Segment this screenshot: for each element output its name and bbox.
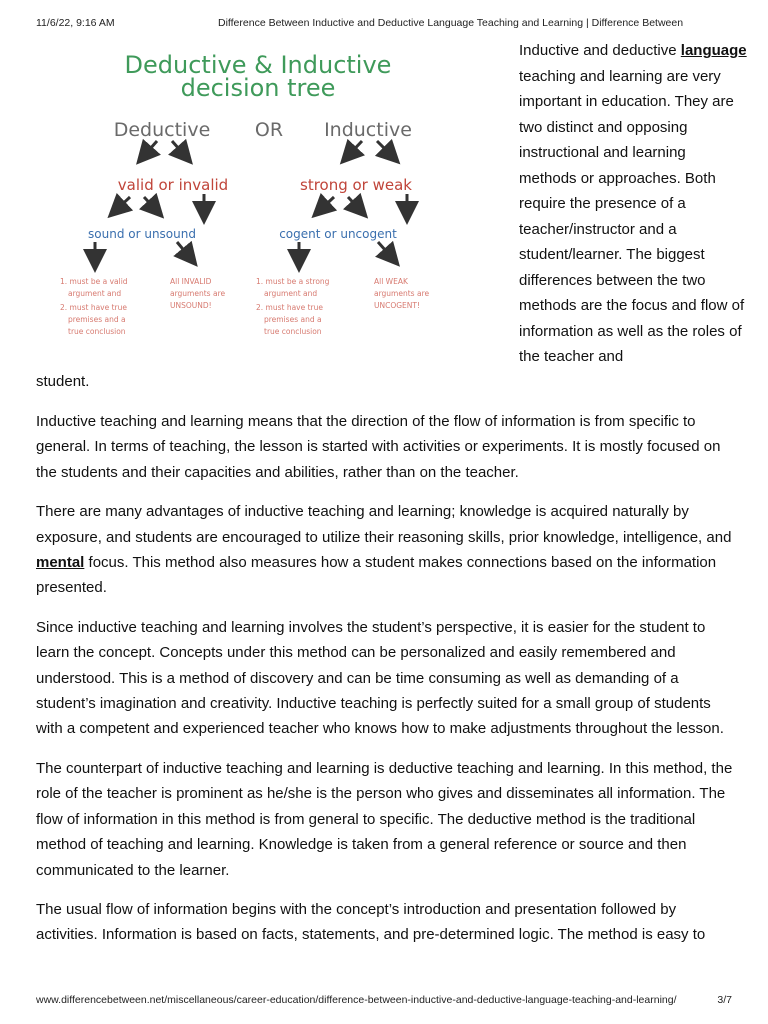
intro-rest: teaching and learning are very important in education. They are two distinct and opposing instructional and learning methods or approaches. Both require the presence of a teacher/instructor and a student/learner. The biggest differences between the two methods are the focus and flow of information as well as the roles of the teacher and: [519, 67, 745, 365]
print-date: 11/6/22, 9:16 AM: [36, 17, 115, 29]
tree-title-line1: Deductive & Inductive: [124, 51, 392, 79]
node-sound-unsound: sound or unsound: [88, 227, 196, 241]
node-valid-invalid: valid or invalid: [117, 176, 229, 194]
article-body: [36, 409, 736, 962]
language-link[interactable]: language: [680, 42, 747, 59]
note-line: premises and a: [264, 315, 322, 324]
paragraph-2-after: focus. This method also measures how a student makes connections based on the information presented.: [36, 554, 717, 597]
note-line: All WEAK: [374, 277, 408, 286]
node-cogent-uncogent: cogent or uncogent: [279, 227, 397, 241]
node-deductive: Deductive: [113, 119, 211, 141]
note-line: premises and a: [68, 315, 126, 324]
arrow: [142, 141, 157, 158]
arrow: [114, 197, 130, 212]
arrow: [378, 242, 394, 260]
paragraph-3: Since inductive teaching and learning involves the student’s perspective, it is easier for the student to learn the concept. Concepts under this method can be personalized and easily remembered and understood. This is a method of discovery and can be time consuming as well as demanding of a student’s imagination and creativity. Inductive teaching is perfectly suited for a small group of students with a competent and experienced teacher who knows how to make adjustments throughout the lesson.: [36, 618, 724, 738]
note-line: argument and: [264, 289, 318, 298]
arrow: [318, 197, 334, 212]
note-line: arguments are: [374, 289, 430, 298]
node-inductive: Inductive: [324, 119, 412, 141]
node-strong-weak: strong or weak: [300, 176, 412, 194]
arrow: [377, 141, 394, 158]
paragraph-4: The counterpart of inductive teaching and learning is deductive teaching and learning. In this method, the role of the teacher is prominent as he/she is the person who gives and disseminates all information. The flow of information in this method is from general to specific. The deductive method is the traditional method of teaching and learning. Knowledge is taken from a general reference or source and then communicated to the learner.: [36, 759, 733, 879]
note-line: 2. must have true: [60, 303, 128, 312]
print-page-title: Difference Between Inductive and Deductive Language Teaching and Learning | Difference Between: [218, 17, 684, 29]
note-line: true conclusion: [264, 327, 322, 336]
note-line: arguments are: [170, 289, 226, 298]
tree-notes: [60, 277, 429, 336]
note-line: 2. must have true: [256, 303, 324, 312]
note-line: true conclusion: [68, 327, 126, 336]
decision-tree-image: [52, 44, 460, 354]
note-line: 1. must be a valid: [60, 277, 128, 286]
tree-title-line2: decision tree: [180, 74, 336, 102]
arrow: [348, 197, 362, 212]
arrow: [177, 242, 192, 260]
note-line: UNCOGENT!: [374, 301, 420, 310]
paragraph-1: Inductive teaching and learning means that the direction of the flow of information is from specific to general. In terms of teaching, the lesson is started with activities or experiments. It is mostly focused on the students and their capacities and abilities, rather than on the teacher.: [36, 413, 721, 481]
page-number: 3/7: [717, 994, 732, 1006]
note-line: argument and: [68, 289, 122, 298]
note-line: All INVALID: [170, 277, 212, 286]
arrow: [144, 197, 158, 212]
arrow: [172, 141, 187, 158]
paragraph-5: The usual flow of information begins with the concept’s introduction and presentation followed by activities. Information is based on facts, statements, and pre-determined logic. The method is easy to: [36, 900, 706, 944]
mental-link[interactable]: mental: [36, 554, 85, 572]
intro-paragraph-end: student.: [36, 373, 90, 390]
arrow: [346, 141, 362, 158]
paragraph-2: [36, 499, 736, 601]
intro-paragraph: [519, 38, 747, 370]
node-or: OR: [254, 119, 284, 141]
note-line: UNSOUND!: [170, 301, 212, 310]
intro-lead: Inductive and deductive: [519, 42, 677, 59]
tree-arrows: [95, 141, 407, 264]
note-line: 1. must be a strong: [256, 277, 330, 286]
print-header: [36, 17, 732, 31]
print-url: www.differencebetween.net/miscellaneous/career-education/difference-between-inductive-and-deductive-language-teaching-and-learning/: [36, 994, 677, 1006]
paragraph-2-before: There are many advantages of inductive teaching and learning; knowledge is acquired naturally by exposure, and students are encouraged to utilize their reasoning skills, prior knowledge, intelligence, and: [36, 503, 732, 546]
decision-tree-diagram: [52, 44, 460, 354]
